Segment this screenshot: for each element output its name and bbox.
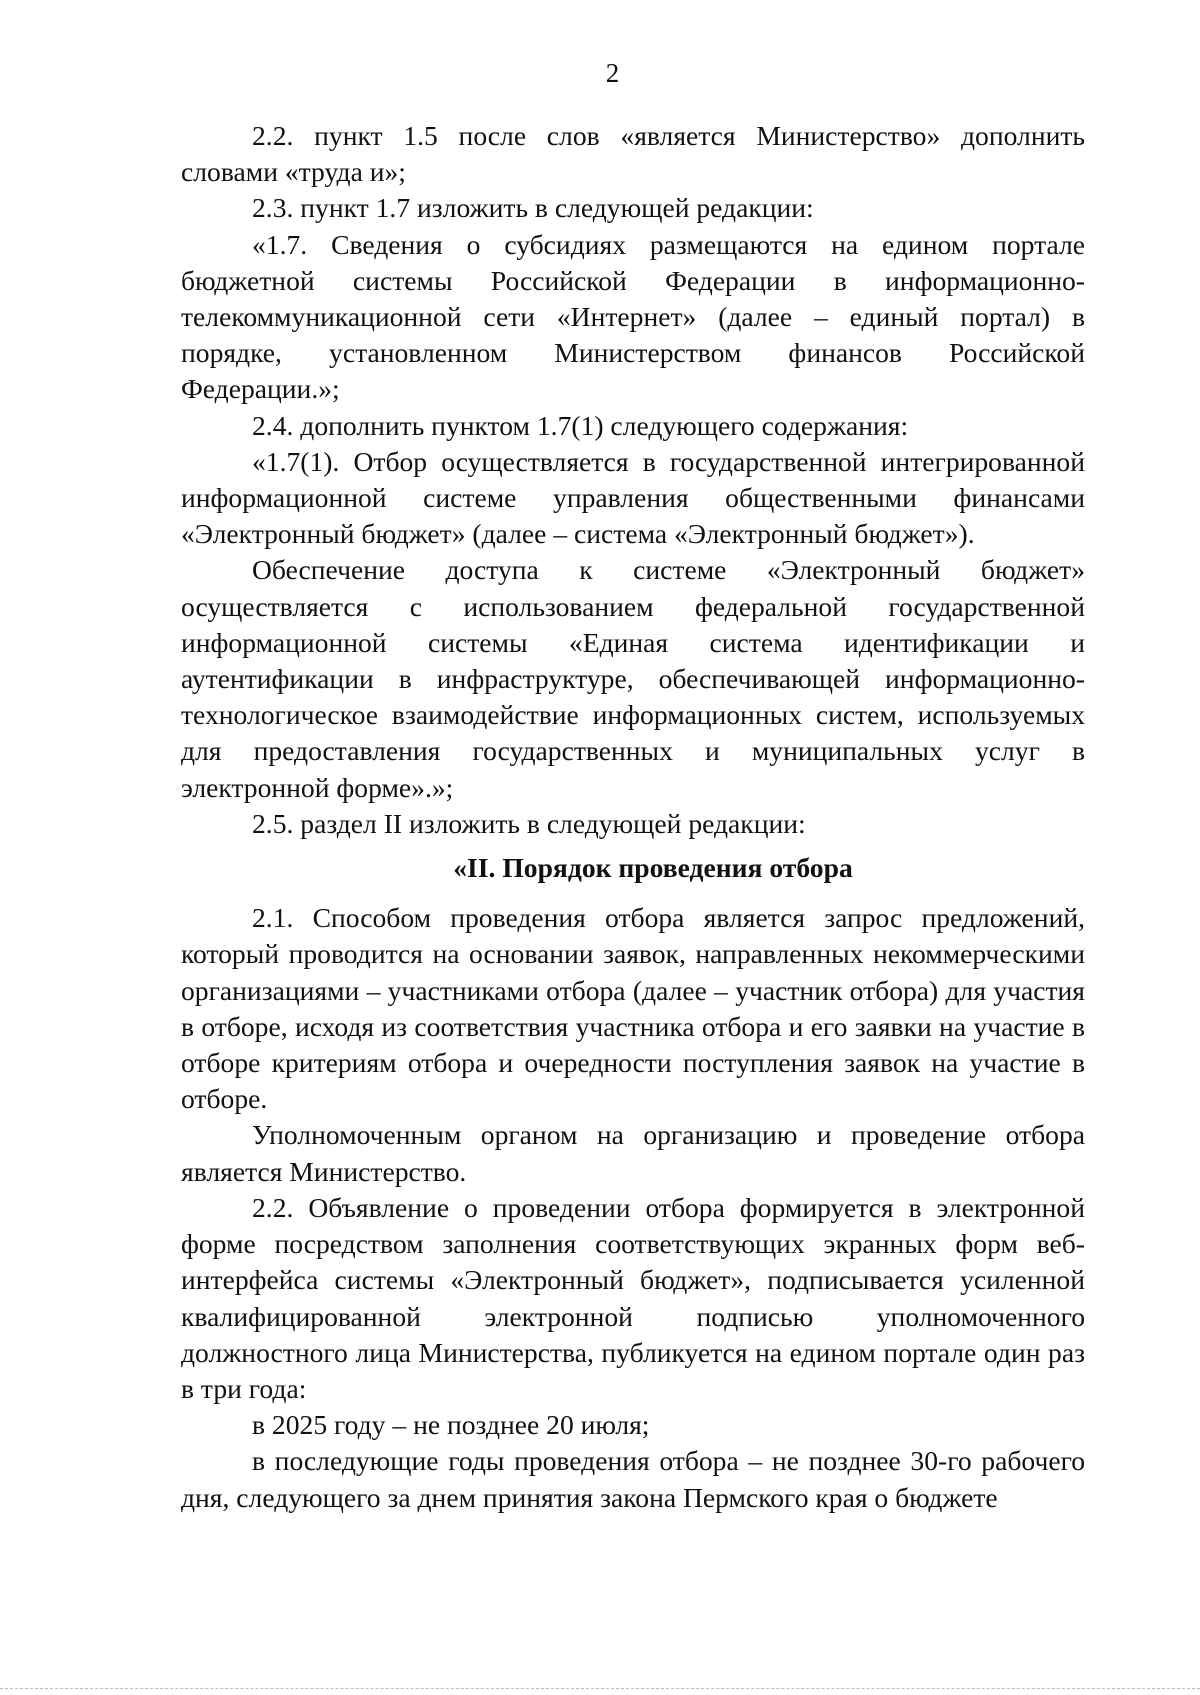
- page-number: 2: [605, 58, 620, 88]
- paragraph-1-7-1: «1.7(1). Отбор осуществляется в государственной интегрированной информационной системе управления общественными финансами «Электронный бюджет» (далее – система «Электронный бюджет»).: [181, 445, 1085, 550]
- paragraph-2-4: 2.4. дополнить пунктом 1.7(1) следующего содержания:: [252, 409, 909, 441]
- document-body: [181, 118, 1085, 1516]
- section-heading: «II. Порядок проведения отбора: [453, 852, 853, 884]
- paragraph-s2-2: 2.2. Объявление о проведении отбора формируется в электронной форме посредством заполнения соответствующих экранных форм веб-интерфейса системы «Электронный бюджет», подписывается усиленной квалифицированной электронной подписью уполномоченного должностного лица Министерства, публикуется на едином портале один раз в три года:: [181, 1191, 1085, 1404]
- paragraph-authorized-body: Уполномоченным органом на организацию и проведение отбора является Министерство.: [181, 1119, 1085, 1187]
- paragraph-2-5: 2.5. раздел II изложить в следующей редакции:: [252, 807, 806, 839]
- paragraph-2025: в 2025 году – не позднее 20 июля;: [252, 1409, 650, 1441]
- paragraph-1-7: «1.7. Сведения о субсидиях размещаются на едином портале бюджетной системы Российской Федерации в информационно-телекоммуникационной сети «Интернет» (далее – единый портал) в порядке, установленном Министерством финансов Российской Федерации.»;: [181, 228, 1085, 405]
- paragraph-2-3: 2.3. пункт 1.7 изложить в следующей редакции:: [252, 192, 814, 224]
- paragraph-following-years: в последующие годы проведения отбора – не позднее 30-го рабочего дня, следующего за днем принятия закона Пермского края о бюджете: [181, 1445, 1085, 1513]
- paragraph-access: Обеспечение доступа к системе «Электронный бюджет» осуществляется с использованием федеральной государственной информационной системы «Единая система идентификации и аутентификации в инфраструктуре, обеспечивающей информационно-технологическое взаимодействие информационных систем, используемых для предоставления государственных и муниципальных услуг в электронной форме».»;: [181, 554, 1085, 803]
- paragraph-s2-1: 2.1. Способом проведения отбора является запрос предложений, который проводится на основании заявок, направленных некоммерческими организациями – участниками отбора (далее – участник отбора) для участия в отборе, исходя из соответствия участника отбора и его заявки на участие в отборе критериям отбора и очередности поступления заявок на участие в отборе.: [181, 902, 1085, 1115]
- paragraph-2-2: 2.2. пункт 1.5 после слов «является Министерство» дополнить словами «труда и»;: [181, 120, 1085, 188]
- scan-edge-line: [0, 1688, 1200, 1689]
